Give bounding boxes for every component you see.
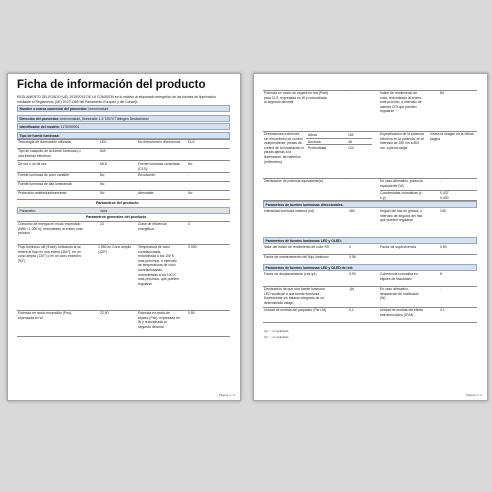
table-row-label: Potencia en modo de espera en red (Pnet) para CLS, expresada en W y redondeada al segundo decimal [264, 91, 329, 105]
table-row-label: Declaración de potencia equivalente(a) [264, 179, 323, 183]
spectral-power-value: Véase la imagen en la última página [430, 132, 474, 141]
table-row-value: 5 [440, 272, 442, 276]
page-title: Ficha de información del producto [17, 79, 206, 91]
directional-params-header: Parámetros de fuentes luminosas direccionales: [263, 201, 477, 208]
table-row-label: Flujo luminoso útil (Φuse), indicando si se refiere al flujo en una esfera (360°), en un cono amplio (120°) o en un cono estrecho (90°) [18, 245, 81, 263]
footnote-a: (a) '-': no aplicable; [264, 329, 290, 333]
table-row-value: C [188, 222, 191, 226]
model-identifier-row: Identificador del modelo: 1178050901 [17, 123, 230, 130]
table-row-value: - [440, 287, 442, 291]
table-row-value: 22,90 [100, 311, 109, 315]
table-row-label: Fuente luminosa conectada (CLS): [138, 162, 180, 171]
table-row-label: Factor de desplazamiento (cos φ1) [264, 272, 317, 276]
table-row-label: Coordenadas cromáticas (x e y) [380, 191, 422, 200]
table-row-value: LED [100, 140, 107, 144]
dim-width-value: 48 [348, 140, 352, 144]
table-row-label: Valor del índice de rendimiento de color R9 [264, 245, 329, 249]
table-row-label: No direccional o direccional: [138, 140, 181, 144]
dim-depth-value: 124 [348, 146, 354, 150]
table-row-value: - [440, 179, 442, 183]
table-row-value: No [100, 173, 105, 177]
page-1 [7, 73, 241, 401]
page-number: Página 1 / 2 [218, 393, 235, 397]
table-row-label: Consumo de energía en modo encendido (kWh / 1 000 h), redondeado al entero más próximo [18, 222, 83, 236]
table-row-value: 0,50 [188, 311, 195, 315]
table-row-value: No [188, 162, 193, 166]
page-2 [253, 73, 488, 401]
dim-height-value: 150 [348, 133, 354, 137]
table-row-value: MLS [100, 162, 107, 166]
table-row-label: Potencia en modo de espera (Psb), expresada en W y redondeada al segundo decimal [138, 311, 180, 329]
spectral-power-label: Especificación de la potencia eléctrica en la potencia, en el intervalo de 250 nm a 800 nm, a plena carga [380, 132, 424, 150]
mains-led-params-header: Parámetros de fuentes luminosas LED y OLED de red: [263, 264, 477, 271]
table-row-value: 0,1 [440, 308, 445, 312]
table-row-label: Clase de eficiencia energética [138, 222, 167, 231]
table-row-label: Potencia en modo encendido (Pon), expresada en W [18, 311, 73, 320]
regulation-text: REGLAMENTO DELEGADO (UE) 2019/2015 DE LA COMISIÓN en lo relativo al etiquetado energético de las fuentes de iluminación mediante el Reglamento (UE) 2017/1369 del Parlamento Europeo y del Consejo [17, 95, 216, 104]
dim-height-label: Altura [308, 133, 317, 137]
table-row-label: Ángulo del haz en grados, o intervalo de ángulos del haz que pueden regularse [380, 209, 423, 223]
table-row-label: De red o no de red: [18, 162, 48, 166]
column-header-row: Parámetro [17, 207, 230, 214]
table-row-value: 450 [349, 209, 355, 213]
table-row-value: DLS [188, 140, 195, 144]
table-row-label: Tecnología de iluminación utilizada: [18, 140, 72, 144]
dim-depth-label: Profundidad [308, 146, 327, 150]
table-row-label: Fuente luminosa de alta luminancia: [18, 182, 73, 186]
table-row-label: Factor de supervivencia [380, 245, 416, 249]
table-row-label: En caso afirmativo, potencia equivalente (W) [380, 179, 423, 188]
table-row-value: No [188, 191, 193, 195]
dim-width-label: Anchura [308, 140, 321, 144]
table-row-value: 2 [349, 245, 351, 249]
table-row-label: En caso afirmativo, declaración de sustitución (W) [380, 287, 420, 301]
table-row-label: Índice de rendimiento de color, redondeado al entero más próximo, o intervalo de valores CRI que pueden regularse [380, 91, 422, 114]
table-row-label: Factor de mantenimiento del flujo luminoso [264, 255, 329, 259]
table-row-value: No [100, 191, 105, 195]
footnote-b: (b) '-': no aplicable; [264, 335, 290, 339]
table-row-label: Fuente luminosa de color variable: [18, 173, 70, 177]
table-row-label: Coherencia cromática en elipses de MacAdam [380, 272, 418, 281]
light-source-type-header: Tipo de fuente luminosa: [17, 132, 230, 139]
table-row-value: 0,1 [349, 308, 354, 312]
table-row-value: 1 550 en Cono amplio (120°) [98, 245, 132, 254]
product-parameters-header: Parámetros del producto [96, 201, 139, 205]
table-row-value: -(b) [349, 287, 355, 291]
table-row-label: Protección antideslumbramiento: [18, 191, 68, 195]
table-row-value: 108 [440, 209, 446, 213]
supplier-address-row: Dirección del proveedor: brennenstuhl, Seestraße 1-3 72074 Tübingen Deutschland [17, 115, 230, 122]
table-row-label: Atenuable: [138, 191, 155, 195]
general-parameters-header: Parámetros generales del producto [86, 215, 147, 219]
table-row-value: No [100, 182, 105, 186]
supplier-name-row: Nombre o marca comercial del proveedor: brennenstuhl [17, 105, 230, 112]
table-row-value: 0,90 [440, 245, 447, 249]
table-row-value: N/A [100, 149, 106, 153]
table-row-label: Unidad de medida del parpadeo (Pst LM) [264, 308, 327, 312]
table-row-label: Temperatura de color correlacionada, redondeada a los 100 K más próximos, o intervalo de temperaturas de color correlacionadas, redondeadas a los 100 K más próximos, que pueden regularse [138, 245, 179, 286]
table-row-value: 3 000 [188, 245, 197, 249]
column-header-value: Valor [100, 208, 108, 213]
table-row-label: Tipo de casquillo de la fuente luminosa (u otra interfaz eléctrica) [18, 149, 81, 158]
page-number: Página 2 / 2 [465, 393, 482, 397]
table-row-value: 0,437 0,400 [440, 191, 449, 200]
table-row-label: Envolvente: [138, 173, 156, 177]
table-row-value: - [349, 179, 351, 183]
table-row-label: Unidad de medida del efecto estroboscópico (SVM) [380, 308, 424, 317]
table-row-value: - [188, 173, 190, 177]
table-row-label: Intensidad luminosa máxima (cd) [264, 209, 314, 213]
dimensions-label: Dimensiones exteriores sin mecanismo de control independiente, piezas de control de la iluminación ni piezas ajenas a la iluminación, de haberlos (milímetros) [264, 132, 304, 164]
table-row-label: Declaración de que una fuente luminosa LED sustituye a una fuente luminosa fluorescente sin balasto integrado de un determinado vataje. [264, 287, 325, 305]
led-params-header: Parámetros de fuentes luminosas LED y OLED: [263, 237, 477, 244]
table-row-value: 0,90 [349, 272, 356, 276]
table-row-value: 84 [440, 91, 444, 95]
table-row-value: - [349, 91, 351, 95]
table-row-value: 23 [100, 222, 104, 226]
table-row-value: 0,96 [349, 255, 356, 259]
